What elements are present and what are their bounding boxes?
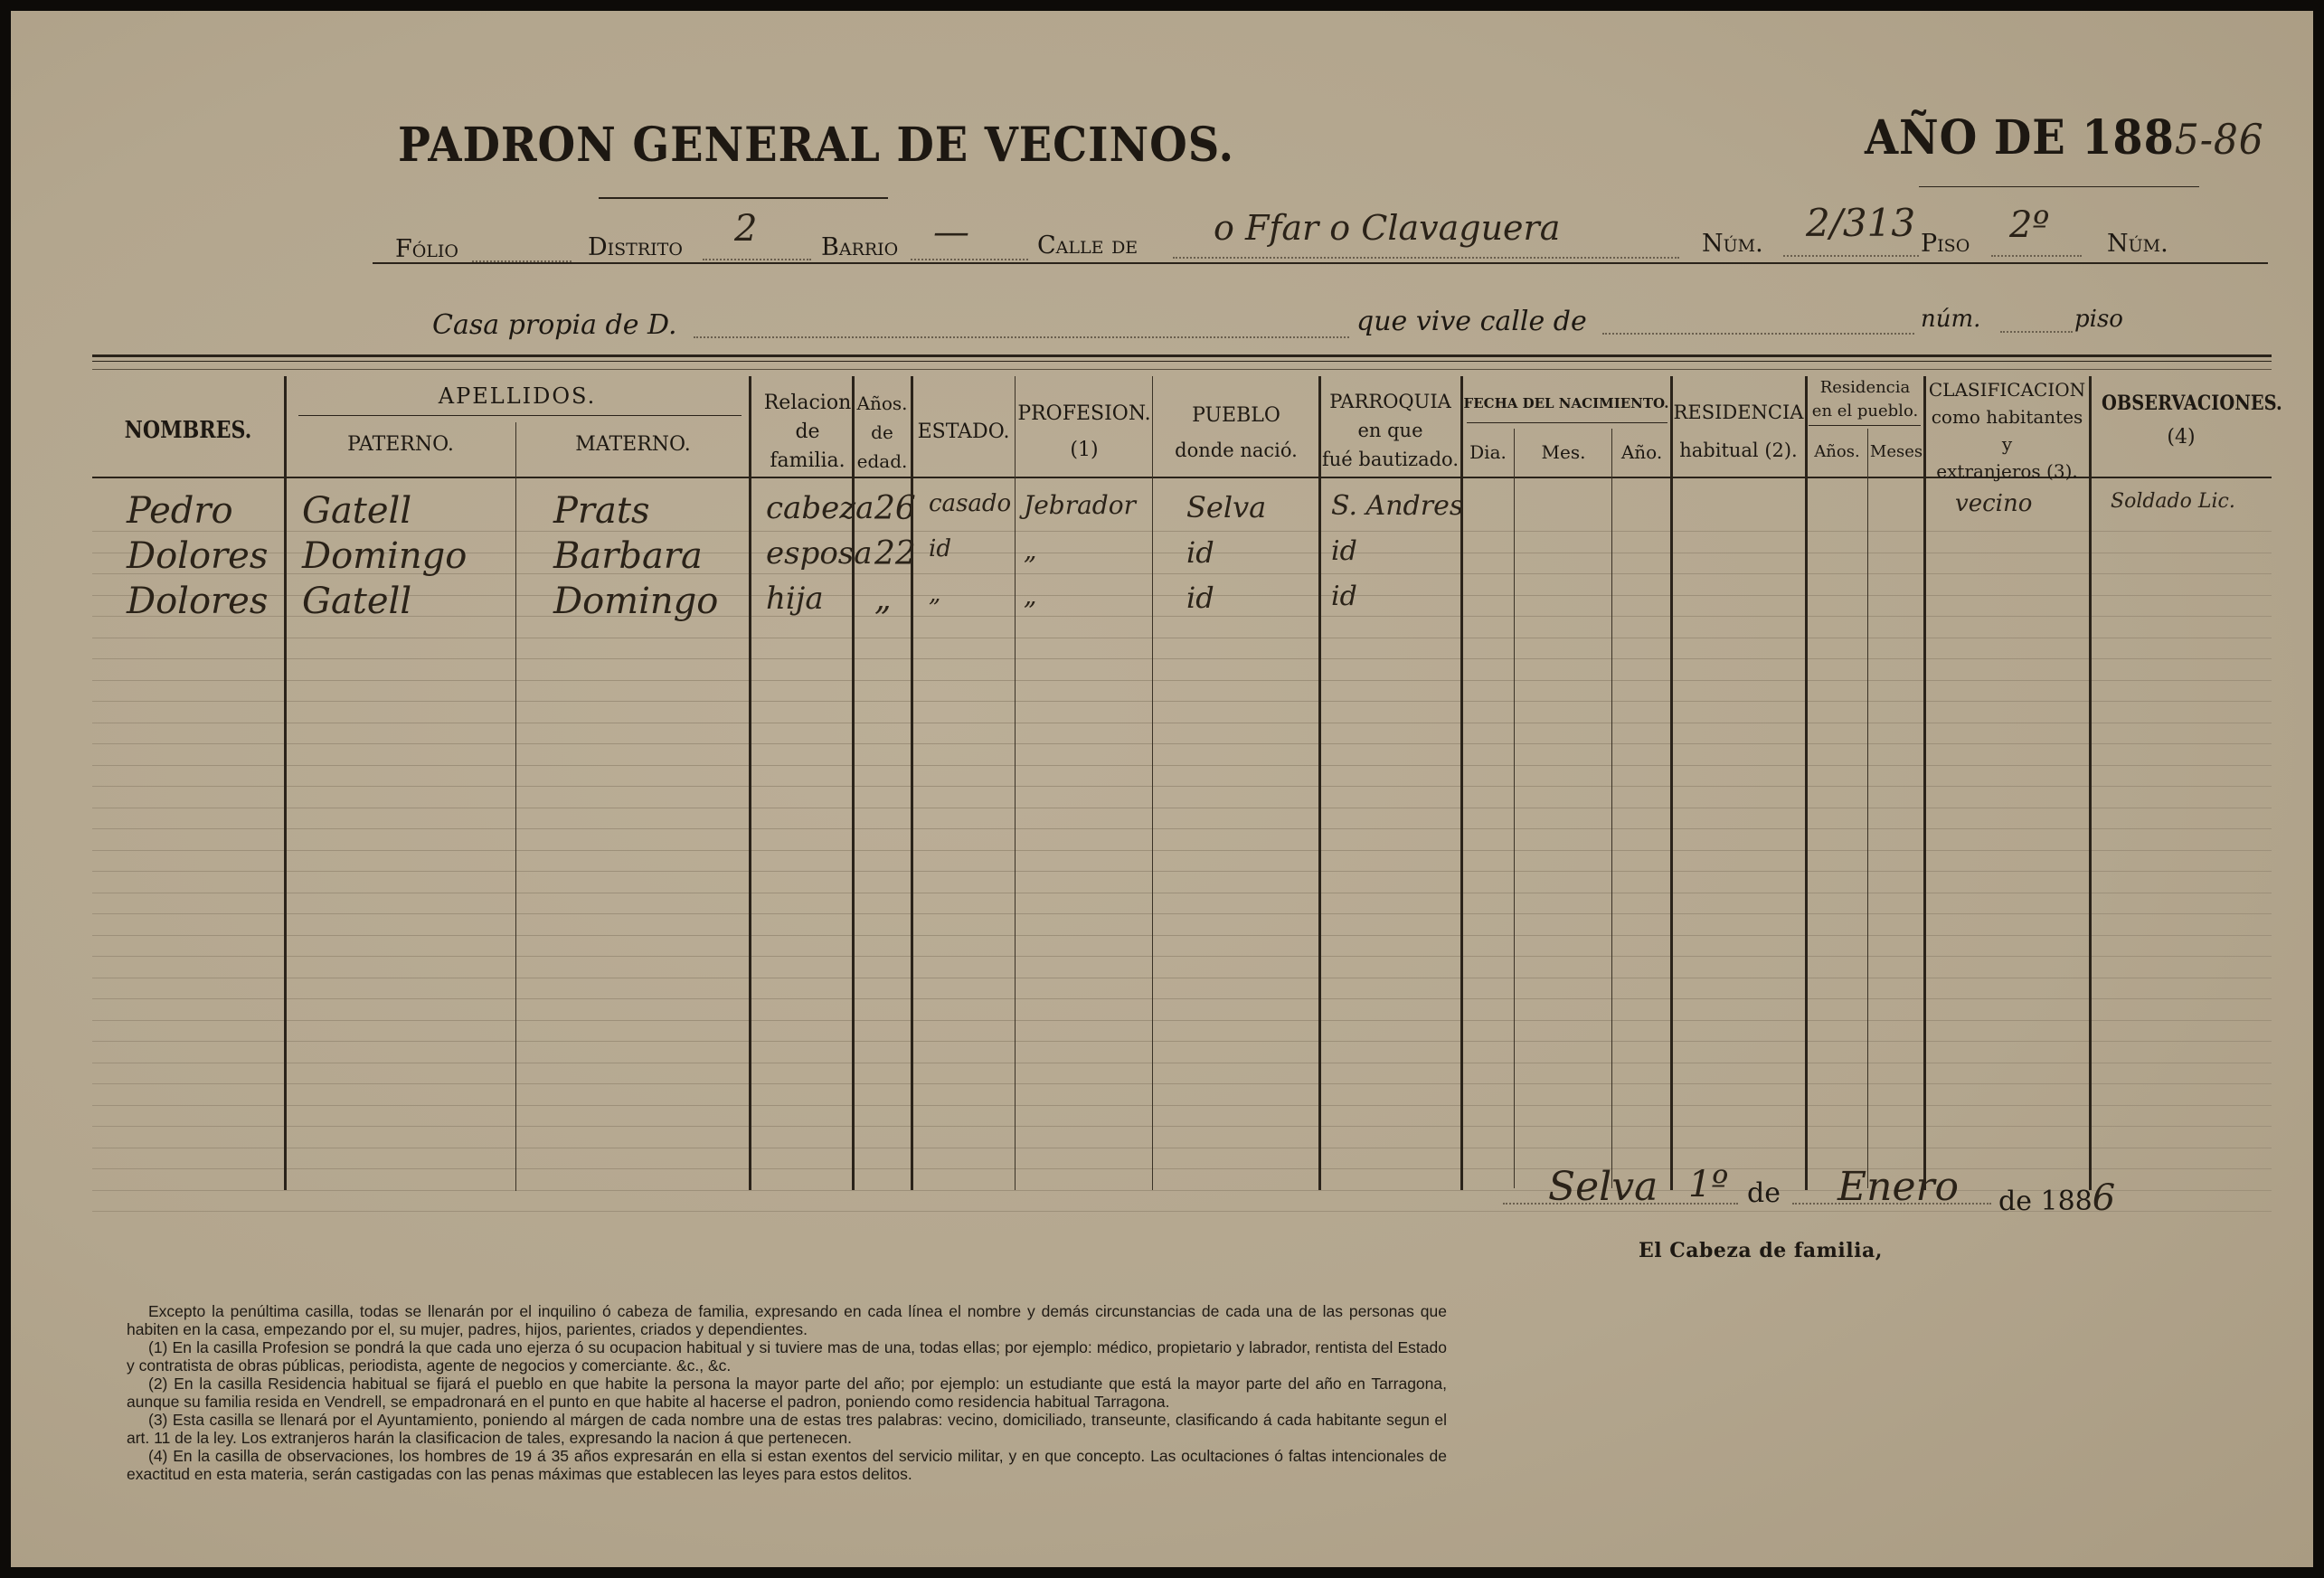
header-observaciones-1: OBSERVACIONES. [2102, 392, 2282, 415]
header-anos-3: edad. [856, 450, 908, 472]
header-ano: Año. [1620, 441, 1663, 463]
signature-head-label: El Cabeza de familia, [1639, 1239, 1883, 1262]
cell-paterno: Gatell [302, 490, 412, 532]
footnote-intro: Excepto la penúltima casilla, todas se llenarán por el inquilino ó cabeza de familia, expresando en cada línea el nombre y demás circunstancias de cada una de las personas que habiten en la casa, empezando por el, su mujer, padres, hijos, parientes, criados y dependientes. [127, 1302, 1447, 1338]
piso-dots [1991, 255, 2082, 257]
header-clasificacion-3: extranjeros (3). [1936, 460, 2078, 482]
col-sep-mes [1611, 429, 1612, 1188]
distrito-label: Distrito [588, 233, 683, 261]
year-label-text: AÑO DE 188 [1865, 110, 2175, 165]
header-nombres: NOMBRES. [124, 417, 252, 444]
cell-edad: „ [874, 581, 892, 618]
header-pueblo-2: donde nació. [1175, 439, 1298, 461]
cell-materno: Prats [553, 490, 650, 532]
res-pueblo-rule [1809, 425, 1921, 426]
calle-dots [1173, 257, 1679, 259]
title-underline [599, 197, 888, 199]
cell-pueblo: id [1186, 581, 1214, 615]
vive-label: que vive calle de [1356, 306, 1587, 337]
header-relacion-2: de [795, 420, 820, 443]
calle-value: o Ffar o Clavaguera [1214, 208, 1561, 248]
folio-label: Fólio [395, 235, 459, 263]
header-profesion-1: PROFESION. [1017, 402, 1151, 425]
owner-num-dots [2000, 331, 2073, 333]
piso-value: 2º [2009, 204, 2050, 246]
table-top-rule-1 [92, 354, 2272, 357]
ruled-line [92, 1126, 2272, 1127]
cell-nombre: Pedro [127, 490, 233, 532]
header-materno: MATERNO. [575, 433, 691, 456]
cell-profesion: Jebrador [1024, 490, 1136, 520]
cell-materno: Barbara [553, 535, 703, 577]
header-parroquia-1: PARROQUIA [1329, 391, 1451, 412]
cell-nombre: Dolores [127, 535, 269, 577]
cell-edad: 26 [874, 490, 916, 527]
num-label: Núm. [1702, 230, 1763, 258]
cell-nombre: Dolores [127, 581, 269, 622]
col-sep-dia [1514, 429, 1515, 1188]
header-profesion [1016, 400, 1152, 465]
signature-month: Enero [1837, 1164, 1960, 1210]
header-pueblo-1: PUEBLO [1192, 404, 1280, 427]
footnotes [127, 1302, 1447, 1483]
header-residencia-1: RESIDENCIA [1673, 402, 1804, 423]
casa-dots [694, 336, 1349, 338]
ruled-line [92, 701, 2272, 702]
piso-label: Piso [1921, 230, 1970, 258]
signature-day: 1º [1688, 1164, 1729, 1205]
cell-paterno: Gatell [302, 581, 412, 622]
ruled-line [92, 935, 2272, 936]
calle-label: Calle de [1037, 232, 1138, 260]
col-sep-res-anos [1867, 429, 1868, 1188]
ruled-line [92, 956, 2272, 957]
ruled-line [92, 765, 2272, 766]
col-sep-apellidos [749, 376, 751, 1190]
owner-piso-label: piso [2074, 306, 2123, 333]
header-res-pueblo-2: en el pueblo. [1811, 402, 1919, 420]
header-anos [854, 389, 911, 476]
header-res-meses: Meses [1869, 442, 1923, 461]
header-paterno: PATERNO. [347, 433, 454, 456]
distrito-dots [703, 259, 811, 260]
header-relacion [763, 389, 852, 476]
col-sep-fecha [1670, 376, 1673, 1190]
num2-label: Núm. [2107, 230, 2168, 258]
header-anos-1: Años. [856, 392, 908, 414]
header-res-pueblo-1: Residencia [1819, 378, 1911, 397]
ruled-line [92, 616, 2272, 617]
cell-estado: casado [929, 490, 1012, 517]
ruled-line [92, 743, 2272, 744]
cell-relacion: hija [766, 581, 824, 617]
header-res-anos: Años. [1814, 442, 1860, 461]
header-dia: Dia. [1469, 441, 1507, 463]
ruled-line [92, 595, 2272, 596]
ruled-line [92, 658, 2272, 659]
fecha-rule [1467, 422, 1667, 423]
cell-relacion: cabeza [766, 490, 874, 526]
ruled-line [92, 531, 2272, 532]
casa-label: Casa propia de D. [432, 309, 677, 341]
header-res-pueblo [1807, 376, 1923, 423]
footnote-3: (3) Esta casilla se llenará por el Ayuntamiento, poniendo al márgen de cada nombre una de estas tres palabras: vecino, domiciliado, transeunte, clasificando á cada habitante segun el art. 11 de la ley. Los extranjeros harán la clasificacion de tales, expresando la nacion á que pertenecen. [127, 1411, 1447, 1447]
col-sep-res-pueblo [1923, 376, 1926, 1190]
num-dots [1783, 255, 1919, 257]
col-sep-nombres [284, 376, 287, 1190]
signature-place: Selva [1548, 1164, 1658, 1210]
header-parroquia-2: en que [1357, 420, 1423, 441]
cell-clasificacion: vecino [1955, 490, 2033, 517]
cell-pueblo: id [1186, 535, 1214, 570]
page-title: PADRON GENERAL DE VECINOS. [398, 118, 1235, 173]
cell-estado: id [929, 535, 951, 562]
footnote-1: (1) En la casilla Profesion se pondrá la que cada uno ejerza ó su ocupacion habitual y si tuviere mas de una, todas ellas; por ejemplo: médico, propietario y labrador, rentista del Estado y contratista de obras públicas, periodista, agente de negocios y comerciante. &c., &c. [127, 1338, 1447, 1375]
cell-parroquia: id [1331, 535, 1357, 567]
header-mes: Mes. [1541, 441, 1586, 463]
signature-de2 [1998, 1177, 2115, 1219]
header-estado: ESTADO. [917, 420, 1010, 443]
col-sep-paterno [515, 422, 516, 1191]
header-profesion-2: (1) [1070, 439, 1099, 461]
table-top-rule-2 [92, 361, 2272, 362]
apellidos-rule [298, 415, 742, 416]
header-clasificacion-2: como habitantes y [1931, 406, 2083, 455]
col-sep-residencia [1805, 376, 1808, 1190]
col-sep-clasificacion [2089, 376, 2092, 1190]
cell-parroquia: S. Andres [1331, 490, 1464, 522]
header-residencia [1672, 398, 1805, 465]
header-observaciones [2091, 389, 2282, 452]
signature-year-label: de 188 [1998, 1186, 2093, 1217]
vive-dots [1602, 333, 1914, 335]
year-underline [1919, 186, 2199, 187]
owner-num-label: núm. [1921, 306, 1981, 333]
num-value: 2/313 [1806, 201, 1916, 245]
header-clasificacion [1925, 376, 2089, 485]
barrio-dots [911, 259, 1028, 260]
ruled-line [92, 1105, 2272, 1106]
col-sep-pueblo [1318, 376, 1321, 1190]
cell-pueblo: Selva [1186, 490, 1267, 524]
header-parroquia-3: fué bautizado. [1321, 449, 1460, 470]
cell-profesion: „ [1024, 535, 1037, 565]
cell-paterno: Domingo [302, 535, 468, 577]
header-observaciones-2: (4) [2167, 426, 2196, 449]
col-sep-profesion [1152, 376, 1153, 1190]
ruled-line [92, 680, 2272, 681]
ruled-line [92, 1020, 2272, 1021]
ruled-line [92, 786, 2272, 787]
table-top-rule-3 [92, 369, 2272, 370]
cell-relacion: esposa [766, 535, 873, 572]
footnote-4: (4) En la casilla de observaciones, los hombres de 19 á 35 años expresarán en ella si estan exentos del servicio militar, y en que concepto. Las ocultaciones ó faltas intencionales de exactitud en esta materia, serán castigadas con las penas máximas que establecen las leyes para estos delitos. [127, 1447, 1447, 1483]
footnote-2: (2) En la casilla Residencia habitual se fijará el pueblo en que habite la persona la mayor parte del año; por ejemplo: un estudiante que está la mayor parte del año en Tarragona, aunque su familia resida en Vendrell, se empadronará en el punto en que habite al hacerse el padron, poniendo como residencia habitual Tarragona. [127, 1375, 1447, 1411]
header-fecha: FECHA DEL NACIMIENTO. [1463, 395, 1669, 411]
ruled-line [92, 828, 2272, 829]
signature-de1: de [1747, 1177, 1781, 1209]
ruled-line [92, 1211, 2272, 1212]
col-sep-estado [1015, 376, 1016, 1190]
header-parroquia [1320, 387, 1460, 474]
cell-edad: 22 [874, 535, 916, 572]
distrito-value: 2 [734, 208, 758, 250]
address-rule [373, 262, 2268, 264]
cell-materno: Domingo [553, 581, 719, 622]
header-relacion-1: Relacion [763, 392, 852, 414]
ruled-line [92, 871, 2272, 872]
cell-profesion: „ [1024, 581, 1037, 610]
year-handwritten: 5-86 [2174, 115, 2264, 164]
ruled-line [92, 1083, 2272, 1084]
header-relacion-3: familia. [770, 449, 846, 472]
ruled-line [92, 998, 2272, 999]
ruled-line [92, 850, 2272, 851]
header-apellidos: APELLIDOS. [438, 383, 597, 409]
ruled-line [92, 1041, 2272, 1042]
header-anos-2: de [871, 421, 893, 443]
cell-parroquia: id [1331, 581, 1357, 612]
header-pueblo [1154, 402, 1318, 465]
cell-estado: „ [929, 581, 941, 608]
ruled-line [92, 913, 2272, 914]
barrio-label: Barrio [821, 233, 899, 261]
header-clasificacion-1: CLASIFICACION [1928, 379, 2086, 401]
year-label [1865, 110, 2264, 165]
signature-year-hand: 6 [2092, 1177, 2116, 1219]
barrio-value: — [933, 212, 969, 253]
header-residencia-2: habitual (2). [1679, 439, 1798, 461]
census-sheet [11, 11, 2313, 1567]
cell-observaciones: Soldado Lic. [2111, 490, 2235, 513]
